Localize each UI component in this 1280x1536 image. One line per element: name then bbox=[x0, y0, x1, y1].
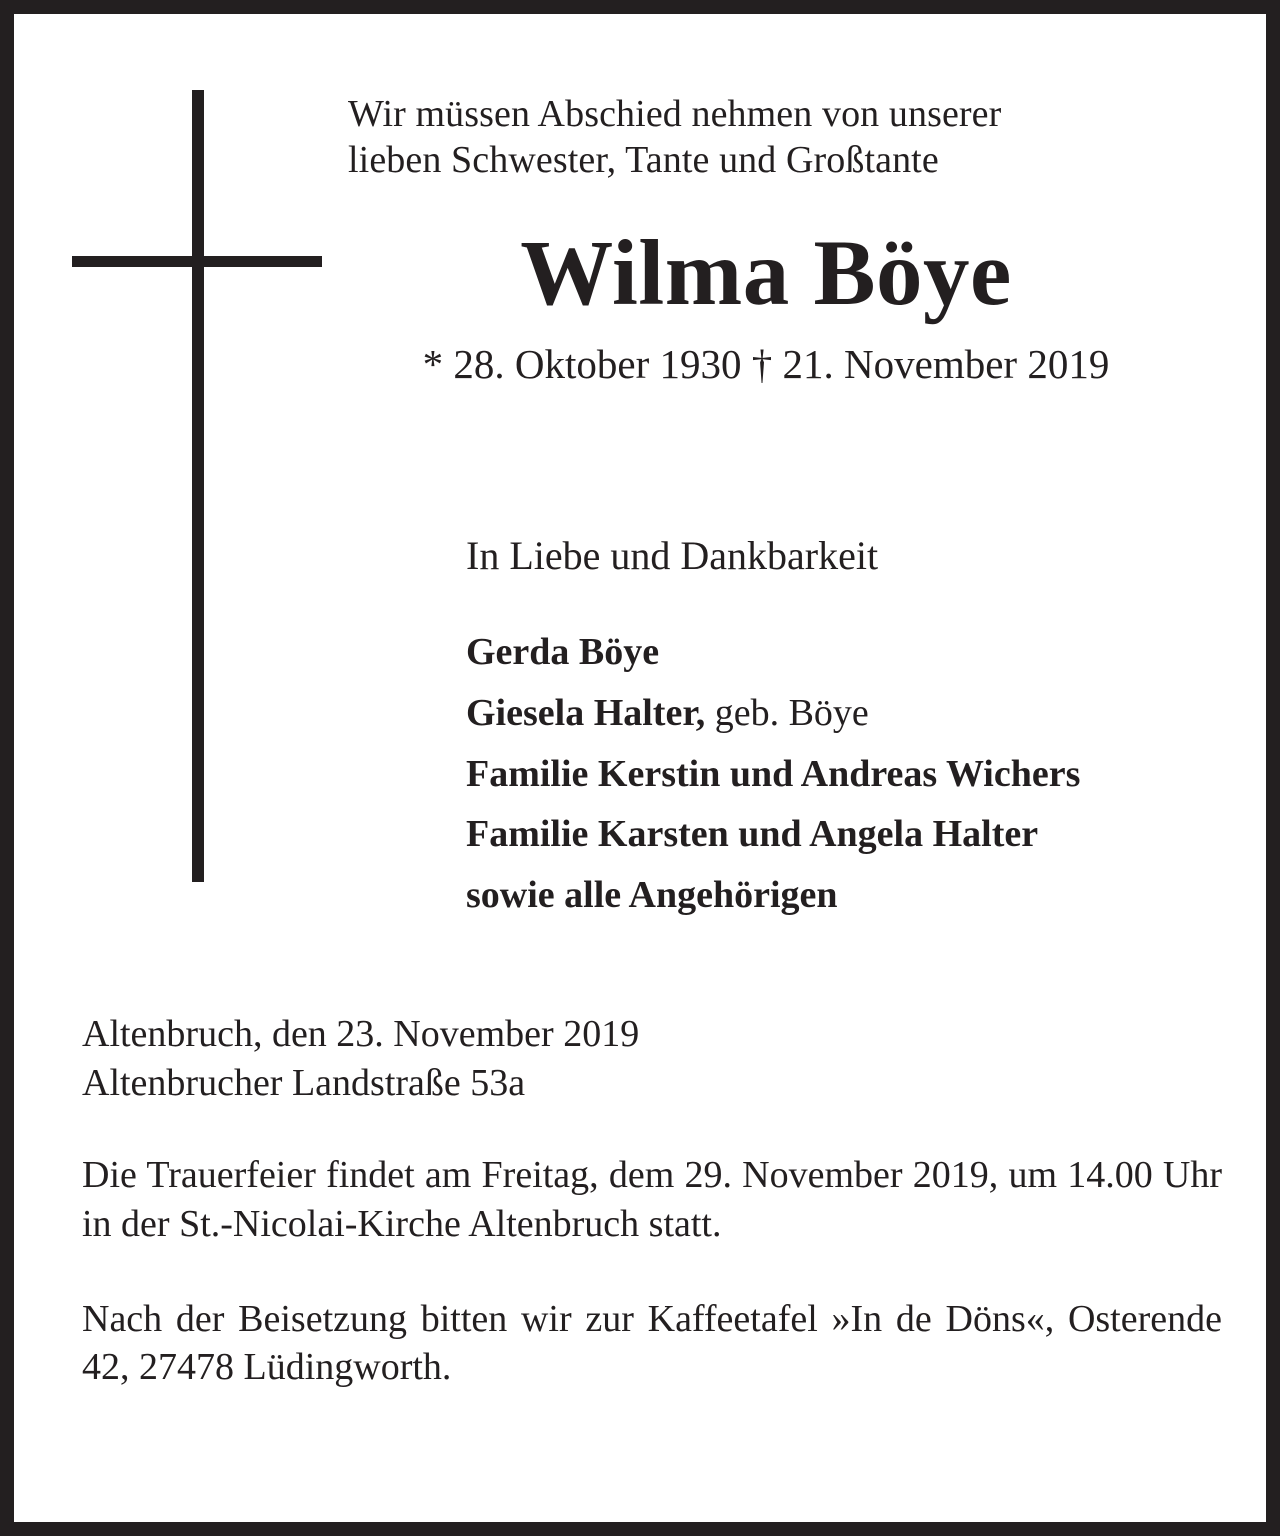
survivor-name: sowie alle Angehörigen bbox=[466, 874, 838, 917]
notice-inner-panel bbox=[14, 14, 1266, 1522]
header-block bbox=[332, 92, 1222, 387]
name-block bbox=[332, 222, 1222, 388]
funeral-service-paragraph: Die Trauerfeier findet am Freitag, dem 29. November 2019, um 14.00 Uhr in der St.-Nicolai-Kirche Altenbruch statt. bbox=[82, 1154, 1222, 1245]
survivor-name: Familie Karsten und Angela Halter bbox=[466, 813, 1039, 856]
life-dates: * 28. Oktober 1930 † 21. November 2019 bbox=[422, 341, 1110, 388]
reception-paragraph: Nach der Beisetzung bitten wir zur Kaffeetafel »In de Döns«, Osterende 42, 27478 Lüdingworth. bbox=[82, 1297, 1222, 1389]
cross-vertical-bar bbox=[192, 90, 204, 882]
place-and-date bbox=[82, 1010, 1222, 1107]
survivor-entry bbox=[466, 865, 1246, 926]
survivor-entry bbox=[466, 622, 1246, 683]
survivor-name: Familie Kerstin und Andreas Wichers bbox=[466, 752, 1081, 795]
dedication-block bbox=[466, 534, 1246, 926]
survivor-name: Gerda Böye bbox=[466, 631, 660, 673]
intro-line-1: Wir müssen Abschied nehmen von unserer bbox=[348, 93, 1002, 135]
dedication-heading: In Liebe und Dankbarkeit bbox=[466, 533, 879, 578]
place-date-line-2: Altenbrucher Landstraße 53a bbox=[82, 1061, 526, 1104]
intro-text bbox=[332, 92, 1222, 183]
survivor-entry bbox=[466, 744, 1246, 805]
intro-line-2: lieben Schwester, Tante und Großtante bbox=[348, 138, 939, 181]
details-block bbox=[82, 1010, 1222, 1392]
survivor-entry bbox=[466, 683, 1246, 744]
survivor-entry bbox=[466, 804, 1246, 865]
latin-cross-icon bbox=[58, 90, 358, 900]
cross-horizontal-bar bbox=[72, 256, 322, 267]
place-date-line-1: Altenbruch, den 23. November 2019 bbox=[82, 1013, 640, 1055]
deceased-name: Wilma Böye bbox=[520, 222, 1012, 326]
survivor-name: Giesela Halter, bbox=[466, 691, 706, 734]
survivor-suffix: geb. Böye bbox=[705, 691, 869, 734]
